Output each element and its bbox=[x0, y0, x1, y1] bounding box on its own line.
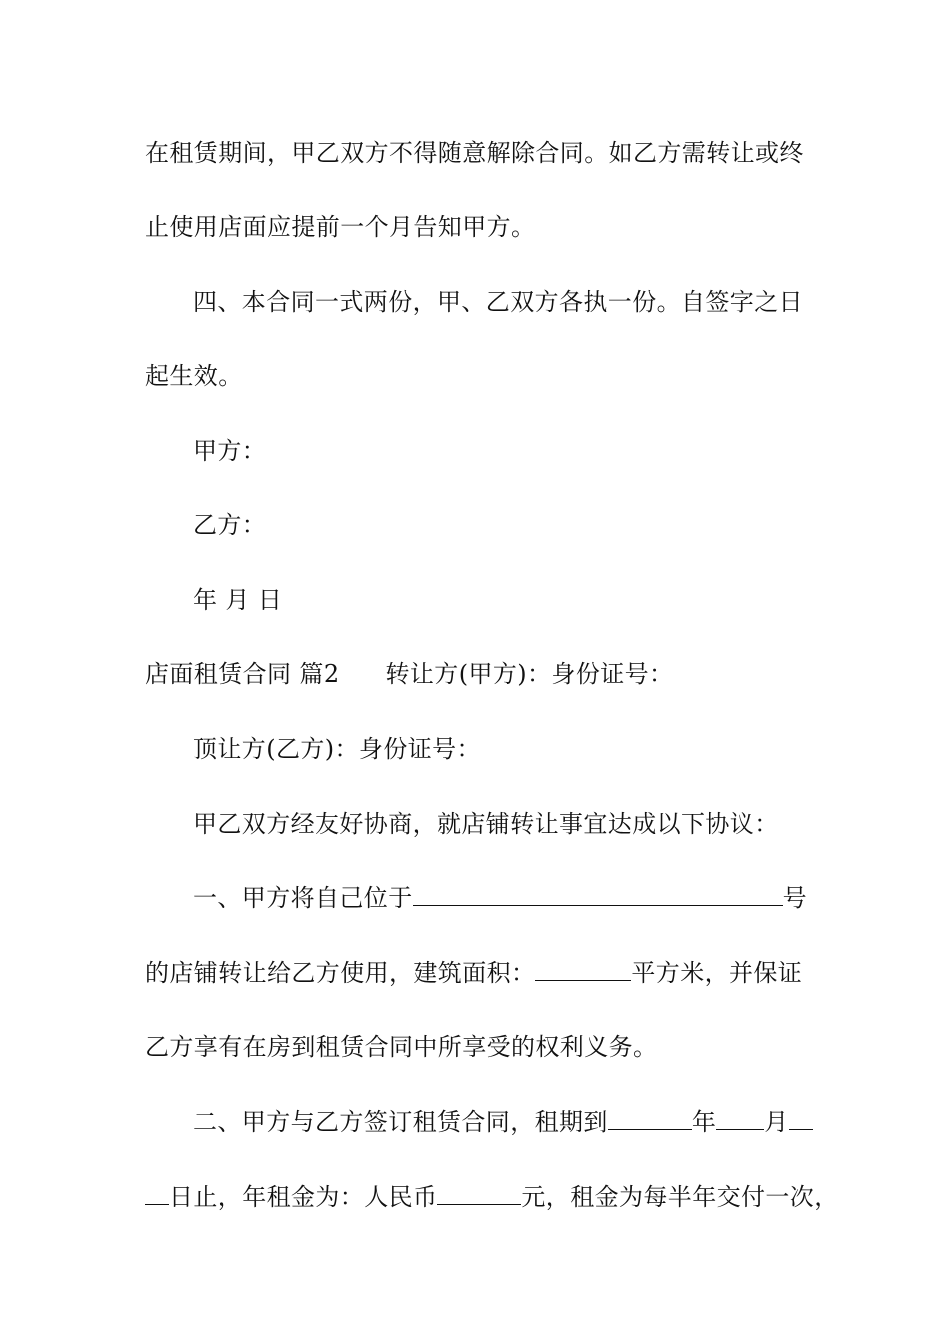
assignee-label: 顶让方(乙方)：身份证号： bbox=[193, 735, 481, 763]
date-label: 年 月 日 bbox=[193, 586, 283, 614]
year-label: 年 bbox=[691, 1108, 717, 1136]
clause-two-line-1 bbox=[193, 1107, 813, 1137]
section-title: 店面租赁合同 篇2 bbox=[145, 660, 340, 688]
clause-one-area-prefix: 的店铺转让给乙方使用，建筑面积： bbox=[145, 959, 536, 987]
lease-year-blank[interactable] bbox=[608, 1107, 692, 1130]
text-line-2: 止使用店面应提前一个月告知甲方。 bbox=[145, 213, 536, 241]
rent-amount-blank[interactable] bbox=[437, 1182, 521, 1205]
annual-rent-label: 日止，年租金为：人民币 bbox=[169, 1183, 438, 1211]
agreement-intro: 甲乙双方经友好协商，就店铺转让事宜达成以下协议： bbox=[193, 810, 779, 838]
clause-one-line-1 bbox=[193, 883, 807, 913]
clause-one-prefix: 一、甲方将自己位于 bbox=[193, 884, 413, 912]
clause-one-line-3: 乙方享有在房到租赁合同中所享受的权利义务。 bbox=[145, 1033, 658, 1061]
clause-four-line-2: 起生效。 bbox=[145, 362, 243, 390]
clause-one-suffix: 号 bbox=[782, 884, 808, 912]
clause-four-line-1: 四、本合同一式两份，甲、乙双方各执一份。自签字之日 bbox=[193, 288, 803, 316]
party-b-signature-label: 乙方： bbox=[193, 511, 267, 539]
transferor-label: 转让方(甲方)：身份证号： bbox=[385, 660, 674, 688]
lease-day-blank-start[interactable] bbox=[789, 1107, 813, 1130]
month-label: 月 bbox=[764, 1108, 789, 1136]
payment-terms: 元，租金为每半年交付一次， bbox=[521, 1183, 839, 1211]
text-line-1: 在租赁期间，甲乙双方不得随意解除合同。如乙方需转让或终 bbox=[145, 139, 804, 167]
clause-two-prefix: 二、甲方与乙方签订租赁合同，租期到 bbox=[193, 1108, 608, 1136]
address-blank[interactable] bbox=[413, 883, 783, 906]
lease-day-blank-end[interactable] bbox=[145, 1182, 169, 1205]
clause-one-area-suffix: 平方米，并保证 bbox=[631, 959, 803, 987]
clause-one-line-2 bbox=[145, 958, 802, 988]
lease-month-blank[interactable] bbox=[716, 1107, 764, 1130]
area-blank[interactable] bbox=[535, 958, 631, 981]
party-a-signature-label: 甲方： bbox=[193, 437, 267, 465]
section-heading-line bbox=[145, 659, 673, 689]
clause-two-line-2 bbox=[145, 1182, 839, 1212]
